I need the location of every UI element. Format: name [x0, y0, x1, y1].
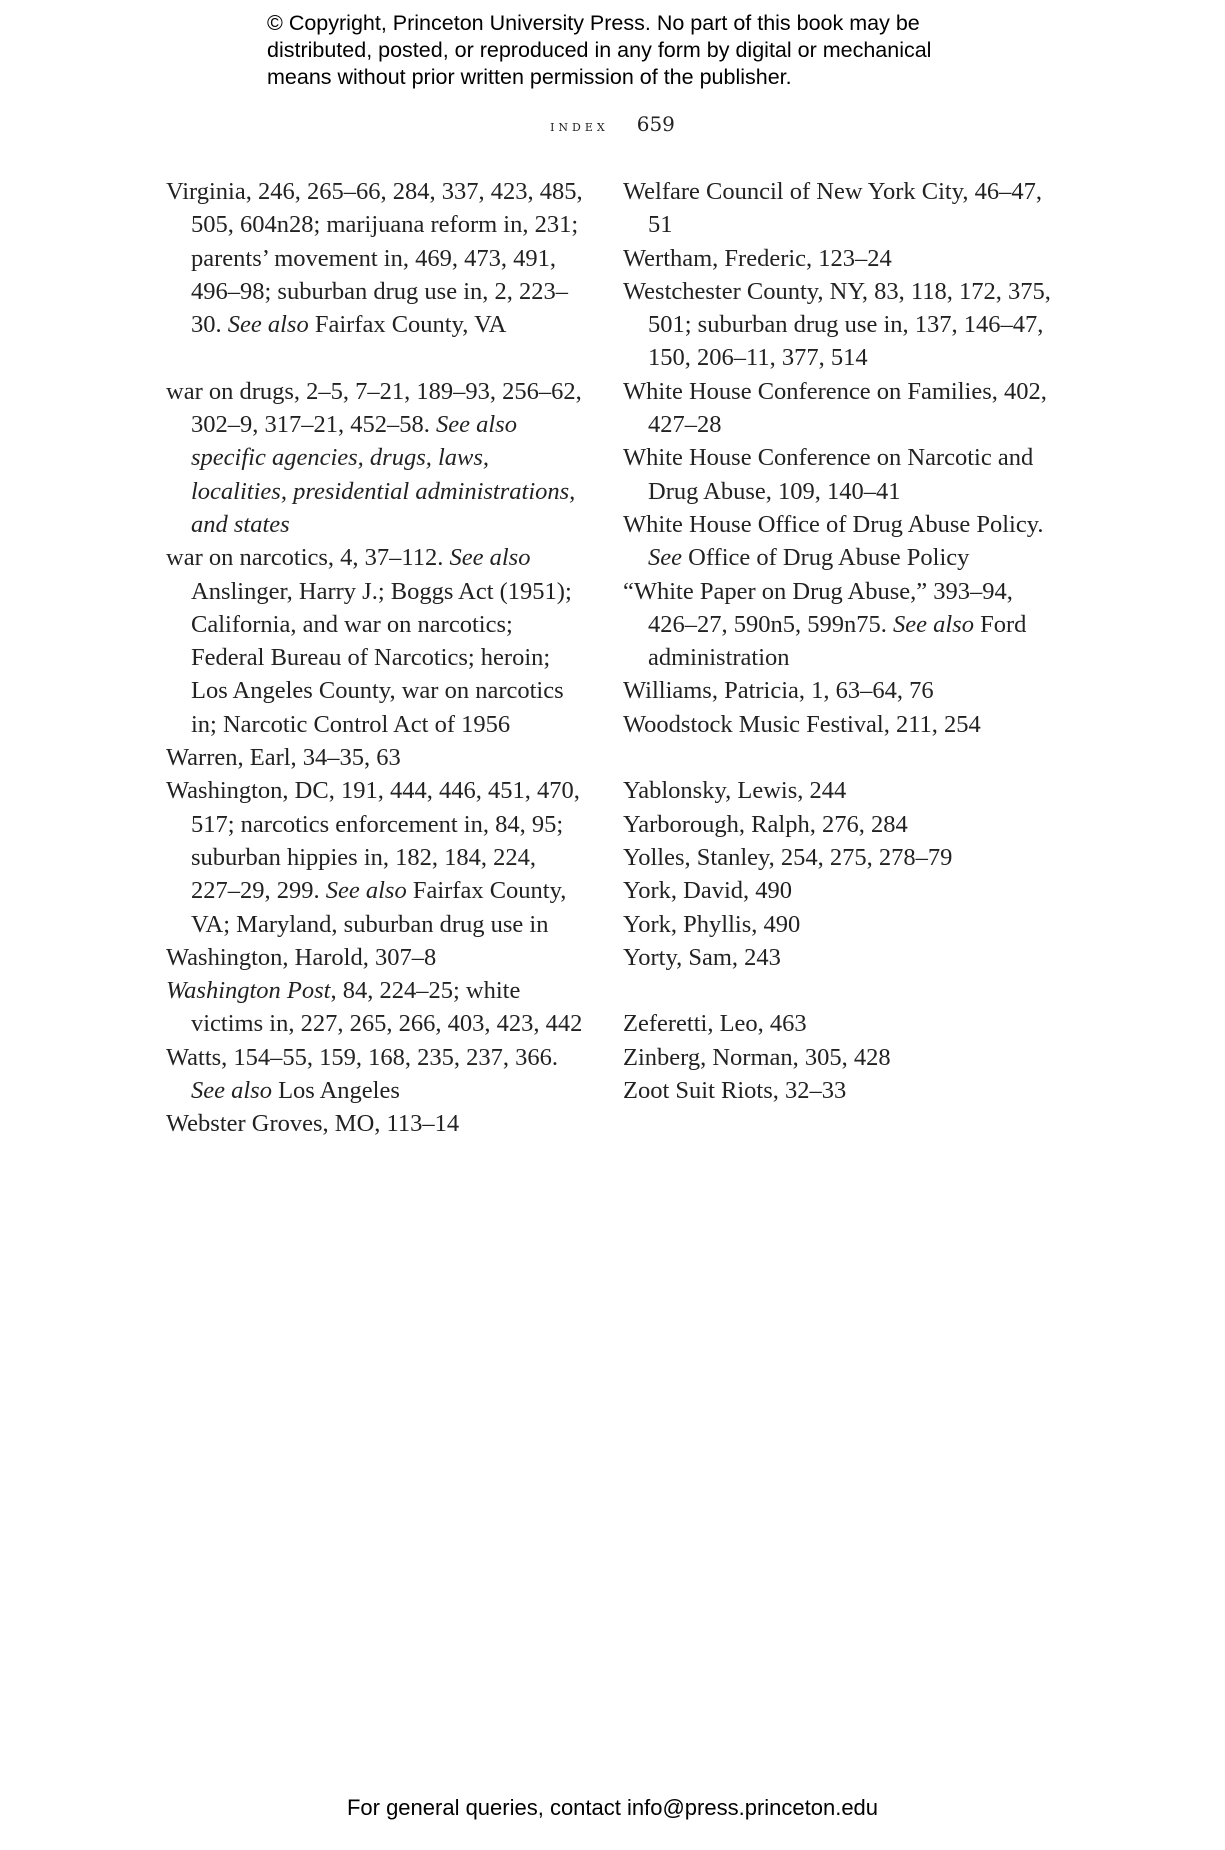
index-entry: White House Conference on Narcotic and Drug Abuse, 109, 140–41 [623, 444, 1034, 505]
index-entry: Yorty, Sam, 243 [623, 943, 781, 971]
index-entry: Yolles, Stanley, 254, 275, 278–79 [623, 843, 953, 871]
index-entry: Washington Post, 84, 224–25; white victims in, 227, 265, 266, 403, 423, 442 [166, 977, 583, 1038]
running-head [0, 112, 1225, 136]
index-entry: Yablonsky, Lewis, 244 [623, 777, 847, 805]
index-entry: York, Phyllis, 490 [623, 910, 801, 938]
index-entry: war on drugs, 2–5, 7–21, 189–93, 256–62, 302–9, 317–21, 452–58. See also specific agencies, drugs, laws, localities, presidential administrations, and states [166, 377, 582, 538]
copyright-notice [267, 10, 987, 91]
index-entry: Warren, Earl, 34–35, 63 [166, 744, 401, 772]
copyright-line: © Copyright, Princeton University Press. No part of this book may be [267, 11, 920, 35]
index-entry: Zinberg, Norman, 305, 428 [623, 1043, 891, 1071]
index-entry: Virginia, 246, 265–66, 284, 337, 423, 485, 505, 604n28; marijuana reform in, 231; parents’ movement in, 469, 473, 491, 496–98; suburban drug use in, 2, 223–30. See also Fairfax County, VA [166, 178, 583, 339]
copyright-line: means without prior written permission of the publisher. [267, 65, 792, 89]
index-entry: Washington, DC, 191, 444, 446, 451, 470, 517; narcotics enforcement in, 84, 95; suburban hippies in, 182, 184, 224, 227–29, 299. See also Fairfax County, VA; Maryland, suburban drug use in [166, 777, 580, 938]
index-entry: Webster Groves, MO, 113–14 [166, 1110, 460, 1138]
index-entry: Williams, Patricia, 1, 63–64, 76 [623, 677, 934, 705]
index-entry: White House Conference on Families, 402, 427–28 [623, 377, 1047, 439]
index-entry: Washington, Harold, 307–8 [166, 943, 437, 971]
footer-contact: For general queries, contact info@press.princeton.edu [346, 1795, 879, 1820]
index-entry: war on narcotics, 4, 37–112. See also Anslinger, Harry J.; Boggs Act (1951); California, and war on narcotics; Federal Bureau of Narcotics; heroin; Los Angeles County, war on narcotics in; Narcotic Control Act of 1956 [166, 544, 572, 738]
index-entry: “White Paper on Drug Abuse,” 393–94, 426–27, 590n5, 599n75. See also Ford administration [623, 577, 1027, 672]
index-entry: White House Office of Drug Abuse Policy. See Office of Drug Abuse Policy [623, 510, 1044, 572]
copyright-line: distributed, posted, or reproduced in any form by digital or mechanical [267, 38, 932, 62]
section-label: index [550, 116, 609, 135]
index-entry: Welfare Council of New York City, 46–47, 51 [623, 178, 1043, 239]
index-entry: Zoot Suit Riots, 32–33 [623, 1077, 847, 1105]
index-entry: Zeferetti, Leo, 463 [623, 1010, 807, 1038]
index-entry: York, David, 490 [623, 877, 793, 905]
index-entry: Yarborough, Ralph, 276, 284 [623, 810, 908, 838]
index-entry: Westchester County, NY, 83, 118, 172, 375, 501; suburban drug use in, 137, 146–47, 150, 206–11, 377, 514 [623, 277, 1051, 372]
index-column-left [166, 175, 586, 1141]
page-number: 659 [636, 112, 675, 136]
index-column-right [623, 175, 1053, 1107]
index-entry: Wertham, Frederic, 123–24 [623, 244, 892, 272]
index-entry: Woodstock Music Festival, 211, 254 [623, 710, 981, 738]
index-entry: Watts, 154–55, 159, 168, 235, 237, 366. See also Los Angeles [166, 1043, 559, 1105]
